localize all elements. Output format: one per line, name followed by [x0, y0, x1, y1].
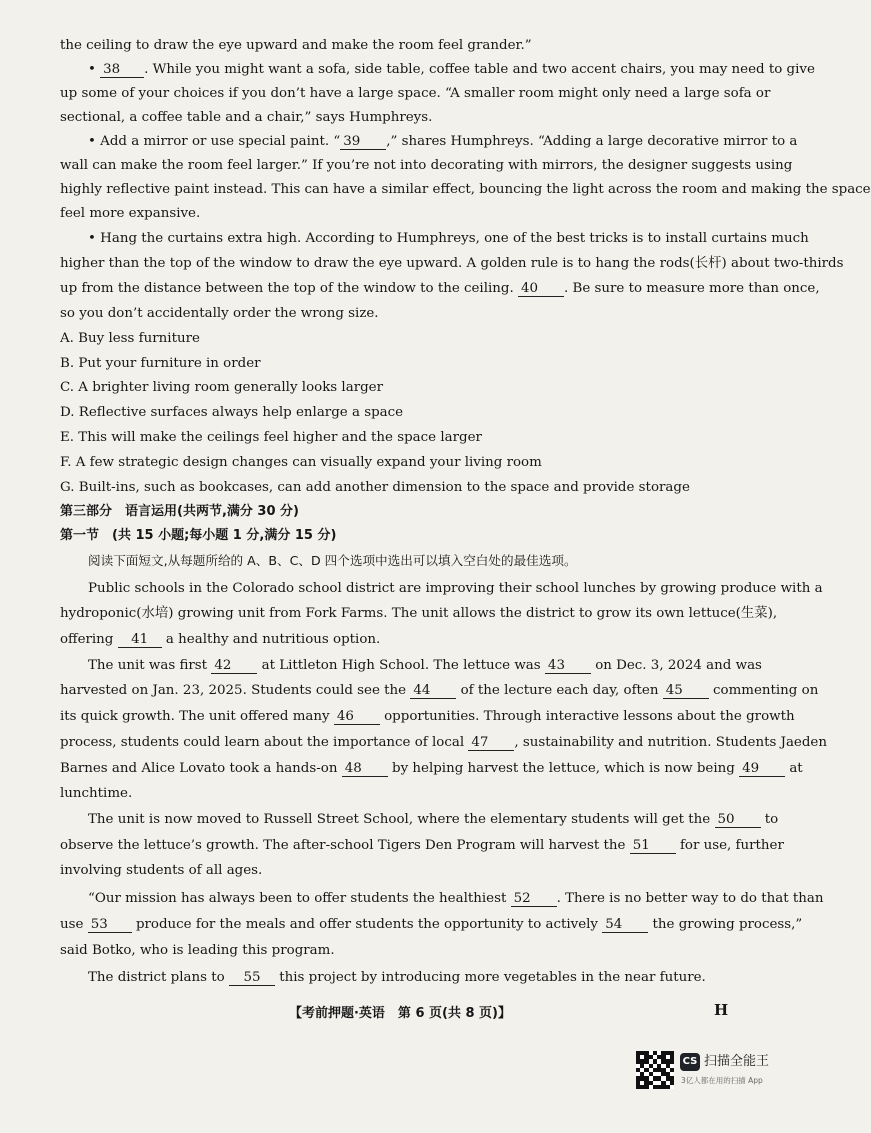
cloze-text: The unit was first [88, 658, 208, 673]
cloze-text: process, students could learn about the importance of local [60, 735, 465, 750]
cloze-text: the growing process,” [652, 917, 803, 932]
reading-line: feel more expansive. [60, 206, 201, 221]
blank-38[interactable]: 38 [100, 62, 144, 78]
blank-47[interactable]: 47 [468, 735, 514, 751]
cloze-line [60, 916, 803, 934]
reading-text: . Be sure to measure more than once, [564, 281, 820, 296]
cloze-text: The district plans to [88, 970, 225, 985]
option-g[interactable]: G. Built-ins, such as bookcases, can add another dimension to the space and provide storage [60, 480, 690, 495]
blank-42[interactable]: 42 [211, 658, 257, 674]
cloze-line [60, 708, 795, 726]
blank-43[interactable]: 43 [545, 658, 591, 674]
cloze-line [88, 969, 740, 987]
blank-50[interactable]: 50 [715, 812, 761, 828]
blank-45[interactable]: 45 [663, 683, 709, 699]
cloze-line: said Botko, who is leading this program. [60, 943, 335, 958]
cloze-line [60, 631, 740, 649]
cloze-text: this project by introducing more vegetables in the near future. [279, 970, 706, 985]
part-three-title: 第三部分 语言运用(共两节,满分 30 分) [60, 504, 299, 519]
qr-code-icon [636, 1051, 674, 1089]
blank-52[interactable]: 52 [511, 891, 557, 907]
cloze-text: a healthy and nutritious option. [165, 632, 381, 647]
reading-line: wall can make the room feel larger.” If you’re not into decorating with mirrors, the designer suggests using [60, 158, 793, 173]
reading-text: up from the distance between the top of the window to the ceiling. [60, 281, 514, 296]
cloze-text: The unit is now moved to Russell Street School, where the elementary students will get the [88, 812, 711, 827]
blank-48[interactable]: 48 [342, 761, 388, 777]
reading-line [88, 61, 815, 79]
cloze-text: use [60, 917, 84, 932]
reading-line [60, 280, 820, 298]
cloze-line: Public schools in the Colorado school district are improving their school lunches by growing produce with a [88, 581, 823, 596]
blank-39[interactable]: 39 [340, 134, 386, 150]
cloze-line: hydroponic(水培) growing unit from Fork Farms. The unit allows the district to grow its own lettuce(生菜), [60, 606, 778, 621]
cloze-text: on Dec. 3, 2024 and was [595, 658, 762, 673]
reading-text: ,” shares Humphreys. “Adding a large decorative mirror to a [386, 134, 798, 149]
instruction: 阅读下面短文,从每题所给的 A、B、C、D 四个选项中选出可以填入空白处的最佳选项。 [88, 553, 577, 568]
option-b[interactable]: B. Put your furniture in order [60, 356, 261, 371]
scanner-tagline: 3亿人都在用的扫描 App [681, 1076, 763, 1085]
cloze-line [88, 657, 762, 675]
reading-text: • Add a mirror or use special paint. “ [88, 134, 341, 149]
cloze-text: commenting on [713, 683, 819, 698]
cloze-line [60, 682, 819, 700]
cloze-line [60, 837, 784, 855]
blank-40[interactable]: 40 [518, 281, 564, 297]
reading-text: . While you might want a sofa, side table, coffee table and two accent chairs, you may need to give [144, 62, 815, 77]
blank-46[interactable]: 46 [334, 709, 380, 725]
reading-line: • Hang the curtains extra high. According to Humphreys, one of the best tricks is to install curtains much [88, 231, 809, 246]
cloze-line: involving students of all ages. [60, 863, 263, 878]
cloze-text: produce for the meals and offer students the opportunity to actively [135, 917, 598, 932]
cloze-text: at Littleton High School. The lettuce was [261, 658, 541, 673]
cloze-text: for use, further [679, 838, 784, 853]
cloze-text: harvested on Jan. 23, 2025. Students could see the [60, 683, 407, 698]
cloze-text: to [764, 812, 779, 827]
blank-41[interactable]: 41 [118, 632, 162, 648]
reading-line: higher than the top of the window to draw the eye upward. A golden rule is to hang the rods(长杆) about two-thirds [60, 256, 844, 271]
blank-51[interactable]: 51 [630, 838, 676, 854]
cloze-text: offering [60, 632, 114, 647]
cloze-line [60, 760, 803, 778]
option-c[interactable]: C. A brighter living room generally looks larger [60, 380, 383, 395]
blank-53[interactable]: 53 [88, 917, 132, 933]
cloze-text: at [789, 761, 803, 776]
cloze-text: . There is no better way to do that than [556, 891, 824, 906]
cloze-line [60, 734, 827, 752]
bullet: • [88, 62, 101, 77]
scanner-app-name: 扫描全能王 [704, 1054, 770, 1069]
option-a[interactable]: A. Buy less furniture [60, 331, 200, 346]
cloze-line [88, 890, 824, 908]
reading-line: the ceiling to draw the eye upward and make the room feel grander.” [60, 38, 532, 53]
blank-44[interactable]: 44 [410, 683, 456, 699]
option-e[interactable]: E. This will make the ceilings feel higher and the space larger [60, 430, 482, 445]
cloze-text: its quick growth. The unit offered many [60, 709, 330, 724]
reading-line [88, 133, 798, 151]
blank-49[interactable]: 49 [739, 761, 785, 777]
option-d[interactable]: D. Reflective surfaces always help enlarge a space [60, 405, 404, 420]
cloze-text: Barnes and Alice Lovato took a hands-on [60, 761, 338, 776]
blank-55[interactable]: 55 [229, 970, 275, 986]
cloze-text: “Our mission has always been to offer students the healthiest [88, 891, 507, 906]
camscanner-logo-icon: CS [680, 1053, 700, 1071]
cloze-text: , sustainability and nutrition. Students Jaeden [514, 735, 827, 750]
page-footer: 【考前押题·英语 第 6 页(共 8 页)】 [288, 1006, 512, 1021]
option-f[interactable]: F. A few strategic design changes can visually expand your living room [60, 455, 542, 470]
reading-line: sectional, a coffee table and a chair,” says Humphreys. [60, 110, 433, 125]
blank-54[interactable]: 54 [602, 917, 648, 933]
reading-line: so you don’t accidentally order the wrong size. [60, 306, 379, 321]
page-mark: H [714, 1001, 729, 1019]
reading-line: highly reflective paint instead. This can have a similar effect, bouncing the light across the room and making the space [60, 182, 871, 197]
cloze-text: by helping harvest the lettuce, which is now being [392, 761, 735, 776]
cloze-line [88, 811, 779, 829]
cloze-text: opportunities. Through interactive lessons about the growth [384, 709, 795, 724]
cloze-text: observe the lettuce’s growth. The after-school Tigers Den Program will harvest the [60, 838, 626, 853]
cloze-line: lunchtime. [60, 786, 133, 801]
section-one-title: 第一节 (共 15 小题;每小题 1 分,满分 15 分) [60, 528, 337, 543]
cloze-text: of the lecture each day, often [460, 683, 659, 698]
reading-line: up some of your choices if you don’t have a large space. “A smaller room might only need a large sofa or [60, 86, 771, 101]
